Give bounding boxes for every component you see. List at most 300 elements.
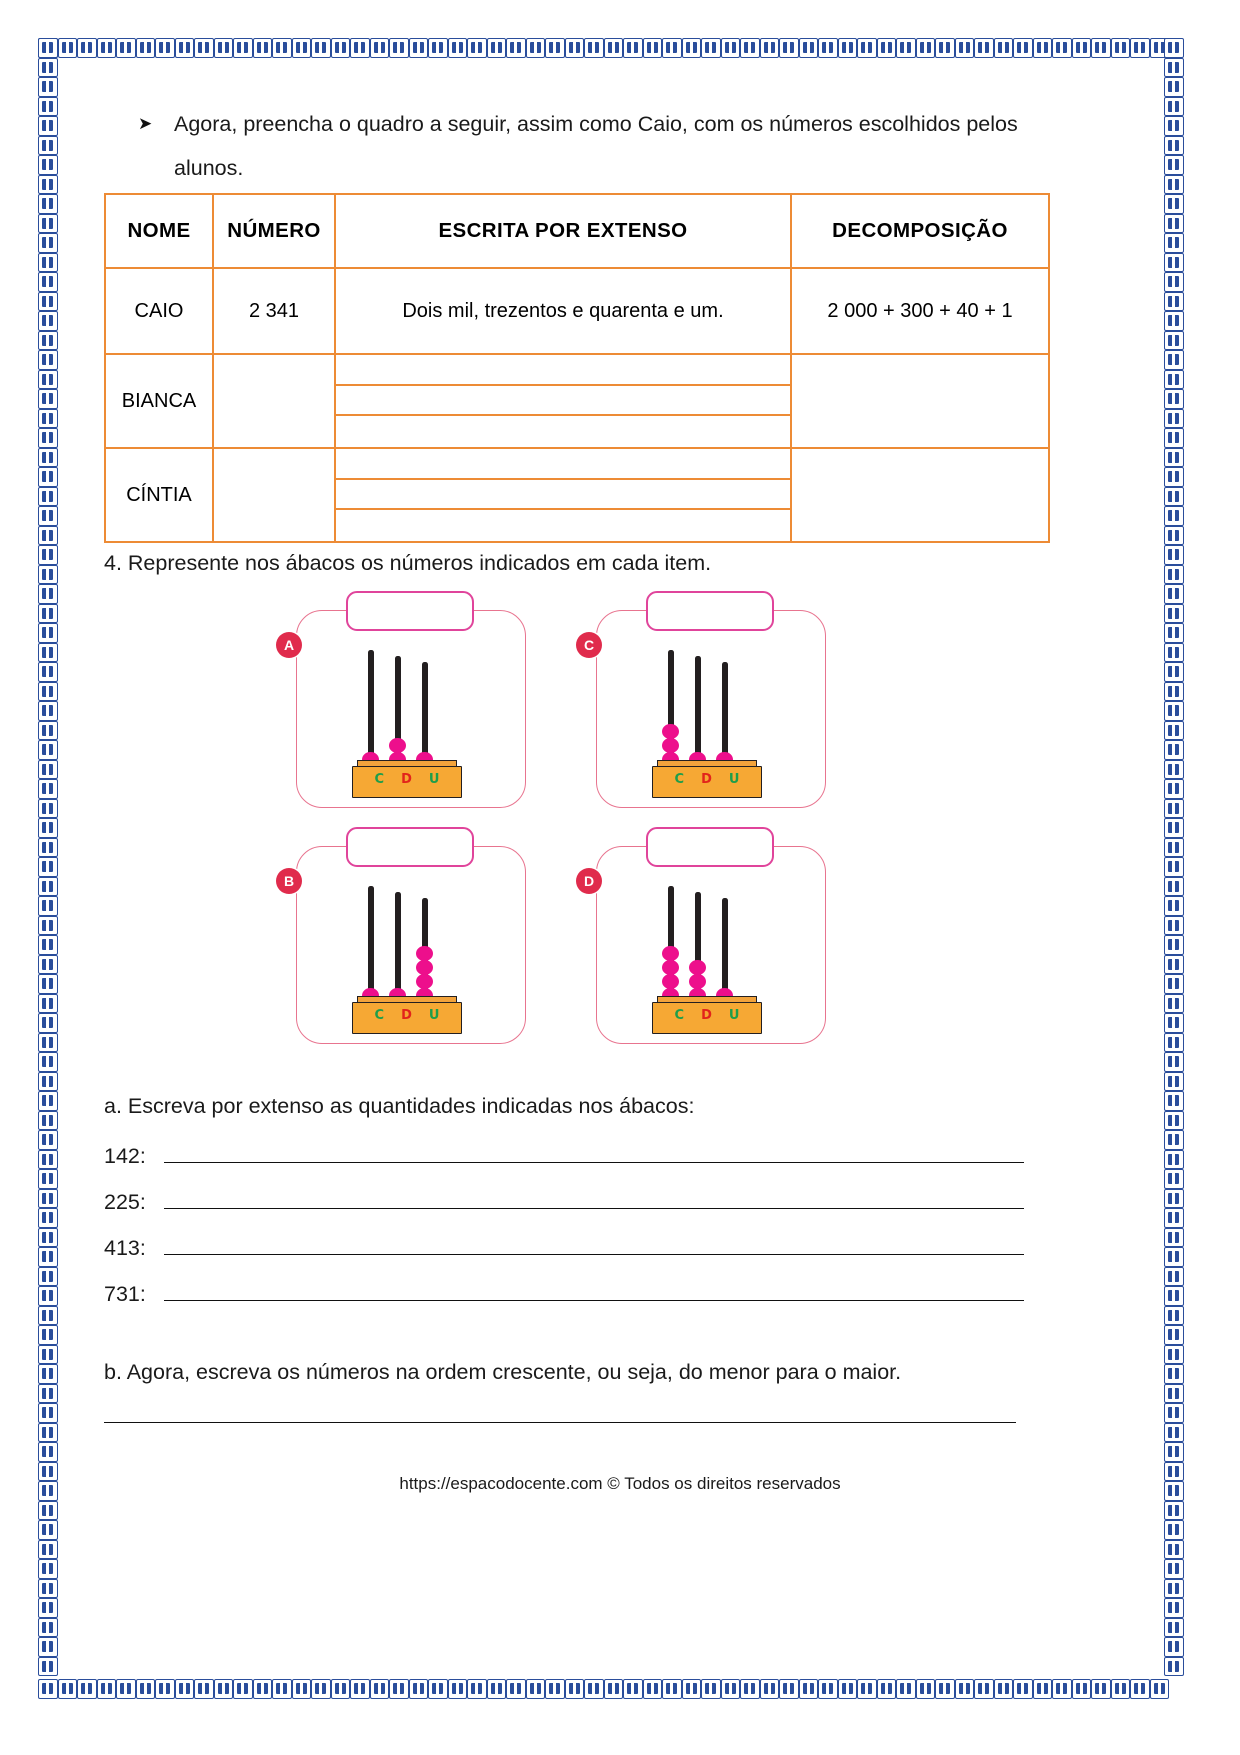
border-tile <box>1164 350 1184 370</box>
border-tile <box>38 1559 58 1579</box>
border-tile <box>1164 545 1184 565</box>
border-tile <box>38 1403 58 1423</box>
border-tile <box>38 506 58 526</box>
cell-numero-cintia[interactable] <box>213 448 335 542</box>
table-header-nome: NOME <box>105 194 213 268</box>
abacus-answer-box-a[interactable] <box>346 591 474 631</box>
border-tile <box>1164 409 1184 429</box>
part-a-text: a. Escreva por extenso as quantidades indicadas nos ábacos: <box>104 1094 695 1118</box>
intro-instruction <box>106 102 1046 190</box>
abacus-rod-u <box>422 898 428 1004</box>
border-tile <box>682 38 702 58</box>
abacus-rods <box>638 638 788 768</box>
abacus-label-u: U <box>428 1008 440 1023</box>
border-tile <box>994 38 1014 58</box>
border-tile <box>233 38 253 58</box>
border-tile <box>467 38 487 58</box>
border-tile <box>38 1325 58 1345</box>
answer-label: 731: <box>104 1282 146 1306</box>
border-tile <box>38 545 58 565</box>
border-tile <box>1164 604 1184 624</box>
border-tile <box>292 38 312 58</box>
answer-rule[interactable] <box>164 1236 1024 1255</box>
border-tile <box>799 38 819 58</box>
border-tile <box>38 272 58 292</box>
border-col-left <box>38 38 58 1676</box>
border-tile <box>38 1679 58 1699</box>
cell-numero-caio[interactable]: 2 341 <box>213 268 335 354</box>
border-tile <box>955 38 975 58</box>
abacus-bead <box>689 960 706 976</box>
border-tile <box>38 1579 58 1599</box>
border-col-right <box>1164 38 1184 1676</box>
abacus-base <box>652 760 762 798</box>
cell-decomposicao-bianca[interactable] <box>791 354 1049 448</box>
border-tile <box>1164 58 1184 78</box>
border-tile <box>38 935 58 955</box>
abacus-item-d <box>568 822 868 1058</box>
border-tile <box>1033 38 1053 58</box>
border-tile <box>38 194 58 214</box>
abacus-bead <box>662 738 679 754</box>
abacus-label-d: D <box>401 1008 412 1023</box>
border-tile <box>1164 682 1184 702</box>
answer-rule[interactable] <box>164 1282 1024 1301</box>
border-tile <box>272 38 292 58</box>
abacus-drawing <box>338 638 488 806</box>
border-tile <box>623 38 643 58</box>
border-tile <box>116 38 136 58</box>
border-tile <box>38 409 58 429</box>
border-tile <box>1164 1501 1184 1521</box>
border-tile <box>331 38 351 58</box>
border-tile <box>1164 740 1184 760</box>
abacus-place-labels <box>652 1008 762 1023</box>
abacus-rods <box>338 638 488 768</box>
border-tile <box>526 38 546 58</box>
border-tile <box>1164 1033 1184 1053</box>
footer-credit: https://espacodocente.com © Todos os direitos reservados <box>399 1474 841 1493</box>
border-tile <box>136 38 156 58</box>
cell-nome-cintia: CÍNTIA <box>105 448 213 542</box>
border-tile <box>409 38 429 58</box>
border-tile <box>1164 155 1184 175</box>
worksheet-content <box>78 62 1162 1692</box>
border-tile <box>38 1013 58 1033</box>
abacus-rod-c <box>668 886 674 1004</box>
border-tile <box>1052 38 1072 58</box>
abacus-badge-c: C <box>576 632 602 658</box>
table-header-row <box>105 194 1049 268</box>
border-tile <box>1164 1286 1184 1306</box>
border-tile <box>370 38 390 58</box>
border-tile <box>1164 721 1184 741</box>
border-tile <box>448 38 468 58</box>
cell-nome-caio: CAIO <box>105 268 213 354</box>
abacus-base <box>352 760 462 798</box>
border-tile <box>38 38 58 58</box>
border-tile <box>38 1033 58 1053</box>
intro-instruction-text: Agora, preencha o quadro a seguir, assim como Caio, com os números escolhidos pelos alunos. <box>174 112 1018 180</box>
write-line[interactable] <box>336 355 790 386</box>
border-tile <box>58 1679 78 1699</box>
border-tile <box>1164 662 1184 682</box>
border-tile <box>389 38 409 58</box>
border-tile <box>1164 1169 1184 1189</box>
border-tile <box>643 38 663 58</box>
table-row <box>105 268 1049 354</box>
border-tile <box>38 253 58 273</box>
border-tile <box>58 38 78 58</box>
border-tile <box>779 38 799 58</box>
border-tile <box>97 38 117 58</box>
abacus-bead <box>416 974 433 990</box>
border-tile <box>77 38 97 58</box>
border-tile <box>1164 506 1184 526</box>
border-tile <box>38 604 58 624</box>
abacus-label-u: U <box>428 772 440 787</box>
abacus-rod-u <box>722 662 728 768</box>
border-tile <box>38 1423 58 1443</box>
abacus-rod-d <box>695 892 701 1004</box>
border-tile <box>1164 1520 1184 1540</box>
border-tile <box>584 38 604 58</box>
border-tile <box>38 1637 58 1657</box>
border-tile <box>1164 818 1184 838</box>
border-tile <box>38 214 58 234</box>
border-tile <box>565 38 585 58</box>
border-tile <box>38 1130 58 1150</box>
border-tile <box>1164 1462 1184 1482</box>
table-row <box>105 354 1049 448</box>
border-tile <box>1164 1618 1184 1638</box>
border-tile <box>38 1481 58 1501</box>
border-tile <box>1164 214 1184 234</box>
abacus-rod-d <box>395 656 401 768</box>
abacus-bead <box>416 946 433 962</box>
border-tile <box>1164 448 1184 468</box>
border-tile <box>38 1286 58 1306</box>
abacus-label-c: C <box>674 1008 685 1023</box>
border-tile <box>38 799 58 819</box>
border-tile <box>1164 1345 1184 1365</box>
border-tile <box>1164 1267 1184 1287</box>
abacus-answer-box-d[interactable] <box>646 827 774 867</box>
border-tile <box>506 38 526 58</box>
border-tile <box>1164 311 1184 331</box>
border-tile <box>662 38 682 58</box>
part-b-text: b. Agora, escreva os números na ordem crescente, ou seja, do menor para o maior. <box>104 1360 902 1384</box>
border-tile <box>1164 370 1184 390</box>
abacus-drawing <box>638 638 788 806</box>
border-tile <box>1164 1559 1184 1579</box>
border-tile <box>1164 1072 1184 1092</box>
answer-label: 225: <box>104 1190 146 1214</box>
table-header-decomposicao: DECOMPOSIÇÃO <box>791 194 1049 268</box>
border-tile <box>1164 935 1184 955</box>
cell-extenso-cintia[interactable] <box>335 448 791 542</box>
abacus-badge-a: A <box>276 632 302 658</box>
border-tile <box>38 58 58 78</box>
border-tile <box>1164 896 1184 916</box>
answer-label: 413: <box>104 1236 146 1260</box>
border-tile <box>38 1111 58 1131</box>
border-tile <box>38 331 58 351</box>
border-tile <box>1072 38 1092 58</box>
answer-line-413[interactable] <box>104 1236 1024 1261</box>
border-tile <box>1164 877 1184 897</box>
border-tile <box>1164 1325 1184 1345</box>
answer-label: 142: <box>104 1144 146 1168</box>
border-tile <box>38 38 58 58</box>
answer-line-731[interactable] <box>104 1282 1024 1307</box>
answer-line-142[interactable] <box>104 1144 1024 1169</box>
abacus-bead <box>416 960 433 976</box>
border-tile <box>38 857 58 877</box>
border-tile <box>38 1189 58 1209</box>
border-tile <box>487 38 507 58</box>
abacus-place-labels <box>352 1008 462 1023</box>
write-line[interactable] <box>336 510 790 541</box>
border-tile <box>38 1091 58 1111</box>
border-tile <box>1164 779 1184 799</box>
border-tile <box>38 1540 58 1560</box>
border-tile <box>1164 526 1184 546</box>
border-tile <box>1150 38 1170 58</box>
border-tile <box>38 1384 58 1404</box>
border-tile <box>701 38 721 58</box>
border-tile <box>974 38 994 58</box>
answer-line-225[interactable] <box>104 1190 1024 1215</box>
border-tile <box>38 370 58 390</box>
border-tile <box>1164 1189 1184 1209</box>
cell-numero-bianca[interactable] <box>213 354 335 448</box>
border-tile <box>194 38 214 58</box>
write-line[interactable] <box>336 386 790 417</box>
border-tile <box>1013 38 1033 58</box>
border-tile <box>38 623 58 643</box>
table-row <box>105 448 1049 542</box>
border-tile <box>38 662 58 682</box>
border-tile <box>1164 1052 1184 1072</box>
abacus-drawing <box>638 874 788 1042</box>
border-tile <box>818 38 838 58</box>
abacus-rod-d <box>395 892 401 1004</box>
abacus-badge-d: D <box>576 868 602 894</box>
abacus-label-d: D <box>701 1008 712 1023</box>
border-tile <box>721 38 741 58</box>
border-tile <box>1164 1130 1184 1150</box>
border-tile <box>38 467 58 487</box>
abacus-rod-c <box>668 650 674 768</box>
border-tile <box>1164 1247 1184 1267</box>
border-tile <box>1164 1013 1184 1033</box>
border-tile <box>1164 1111 1184 1131</box>
border-tile <box>1164 1637 1184 1657</box>
border-tile <box>1164 974 1184 994</box>
border-tile <box>38 1364 58 1384</box>
border-tile <box>428 38 448 58</box>
border-tile <box>1164 467 1184 487</box>
border-tile <box>38 428 58 448</box>
border-tile <box>38 1598 58 1618</box>
border-tile <box>857 38 877 58</box>
abacus-item-b <box>268 822 568 1058</box>
border-tile <box>38 974 58 994</box>
bullet-arrow-icon: ➤ <box>138 114 153 133</box>
border-tile <box>1164 701 1184 721</box>
border-row-top <box>38 38 1169 58</box>
question-4-text: 4. Represente nos ábacos os números indicados em cada item. <box>104 551 712 575</box>
border-tile <box>916 38 936 58</box>
answer-rule[interactable] <box>164 1190 1024 1209</box>
border-tile <box>38 1345 58 1365</box>
border-tile <box>1164 175 1184 195</box>
abacus-base <box>652 996 762 1034</box>
abacus-rod-d <box>695 656 701 768</box>
border-tile <box>1164 916 1184 936</box>
border-tile <box>1164 97 1184 117</box>
abacus-bead <box>662 960 679 976</box>
border-tile <box>38 1150 58 1170</box>
border-tile <box>1164 584 1184 604</box>
border-tile <box>253 38 273 58</box>
border-tile <box>38 1169 58 1189</box>
answer-rule[interactable] <box>164 1144 1024 1163</box>
border-tile <box>38 838 58 858</box>
abacus-label-c: C <box>374 1008 385 1023</box>
cell-extenso-bianca[interactable] <box>335 354 791 448</box>
border-tile <box>38 565 58 585</box>
border-tile <box>1164 1208 1184 1228</box>
border-tile <box>1164 38 1184 58</box>
border-tile <box>38 916 58 936</box>
border-tile <box>214 38 234 58</box>
border-tile <box>38 311 58 331</box>
border-tile <box>155 38 175 58</box>
abacus-item-c <box>568 586 868 822</box>
cell-extenso-caio[interactable]: Dois mil, trezentos e quarenta e um. <box>335 268 791 354</box>
abacus-label-c: C <box>674 772 685 787</box>
abacus-bead <box>389 738 406 754</box>
border-tile <box>1164 1384 1184 1404</box>
abacus-rods <box>638 874 788 1004</box>
abacus-answer-box-b[interactable] <box>346 827 474 867</box>
border-tile <box>1091 38 1111 58</box>
border-tile <box>38 1501 58 1521</box>
border-tile <box>545 38 565 58</box>
border-tile <box>1164 838 1184 858</box>
border-tile <box>38 389 58 409</box>
border-tile <box>38 818 58 838</box>
border-tile <box>38 1247 58 1267</box>
abacus-drawing <box>338 874 488 1042</box>
border-tile <box>1164 1423 1184 1443</box>
border-tile <box>38 1462 58 1482</box>
border-tile <box>1164 331 1184 351</box>
border-tile <box>935 38 955 58</box>
border-tile <box>38 136 58 156</box>
cell-decomposicao-cintia[interactable] <box>791 448 1049 542</box>
border-tile <box>38 1052 58 1072</box>
write-line[interactable] <box>336 449 790 480</box>
border-tile <box>1164 955 1184 975</box>
write-line[interactable] <box>336 480 790 511</box>
part-b-answer-rule[interactable] <box>104 1422 1016 1423</box>
border-tile <box>1164 857 1184 877</box>
abacus-item-a <box>268 586 568 822</box>
write-line[interactable] <box>336 416 790 447</box>
border-tile <box>1164 994 1184 1014</box>
border-tile <box>1164 760 1184 780</box>
border-tile <box>896 38 916 58</box>
abacus-bead <box>662 946 679 962</box>
border-tile <box>1164 1598 1184 1618</box>
abacus-place-labels <box>352 772 462 787</box>
border-tile <box>38 682 58 702</box>
border-tile <box>740 38 760 58</box>
border-tile <box>1164 487 1184 507</box>
border-tile <box>311 38 331 58</box>
abacus-bead <box>689 974 706 990</box>
abacus-label-d: D <box>701 772 712 787</box>
border-tile <box>38 994 58 1014</box>
border-tile <box>38 1618 58 1638</box>
abacus-grid <box>268 586 888 1058</box>
border-tile <box>38 97 58 117</box>
students-table <box>104 193 1050 543</box>
border-tile <box>1164 1228 1184 1248</box>
border-tile <box>350 38 370 58</box>
border-tile <box>38 1306 58 1326</box>
cell-nome-bianca: BIANCA <box>105 354 213 448</box>
border-tile <box>1164 1657 1184 1677</box>
border-tile <box>1164 1481 1184 1501</box>
border-tile <box>1164 623 1184 643</box>
border-tile <box>604 38 624 58</box>
border-tile <box>38 1072 58 1092</box>
abacus-rods <box>338 874 488 1004</box>
border-tile <box>38 116 58 136</box>
border-tile <box>1164 799 1184 819</box>
border-tile <box>1164 253 1184 273</box>
border-tile <box>1164 1540 1184 1560</box>
border-tile <box>760 38 780 58</box>
abacus-label-u: U <box>728 772 740 787</box>
border-tile <box>1164 292 1184 312</box>
border-tile <box>38 233 58 253</box>
abacus-label-c: C <box>374 772 385 787</box>
border-tile <box>1164 1442 1184 1462</box>
abacus-answer-box-c[interactable] <box>646 591 774 631</box>
border-tile <box>38 526 58 546</box>
table-header-escrita: ESCRITA POR EXTENSO <box>335 194 791 268</box>
border-tile <box>1164 1403 1184 1423</box>
border-tile <box>38 877 58 897</box>
border-tile <box>1164 1091 1184 1111</box>
abacus-rod-u <box>722 898 728 1004</box>
border-tile <box>1130 38 1150 58</box>
border-tile <box>38 1520 58 1540</box>
border-tile <box>1164 1364 1184 1384</box>
border-tile <box>1164 565 1184 585</box>
border-tile <box>38 1267 58 1287</box>
border-tile <box>38 1208 58 1228</box>
cell-decomposicao-caio[interactable]: 2 000 + 300 + 40 + 1 <box>791 268 1049 354</box>
border-tile <box>38 77 58 97</box>
border-tile <box>38 350 58 370</box>
abacus-badge-b: B <box>276 868 302 894</box>
